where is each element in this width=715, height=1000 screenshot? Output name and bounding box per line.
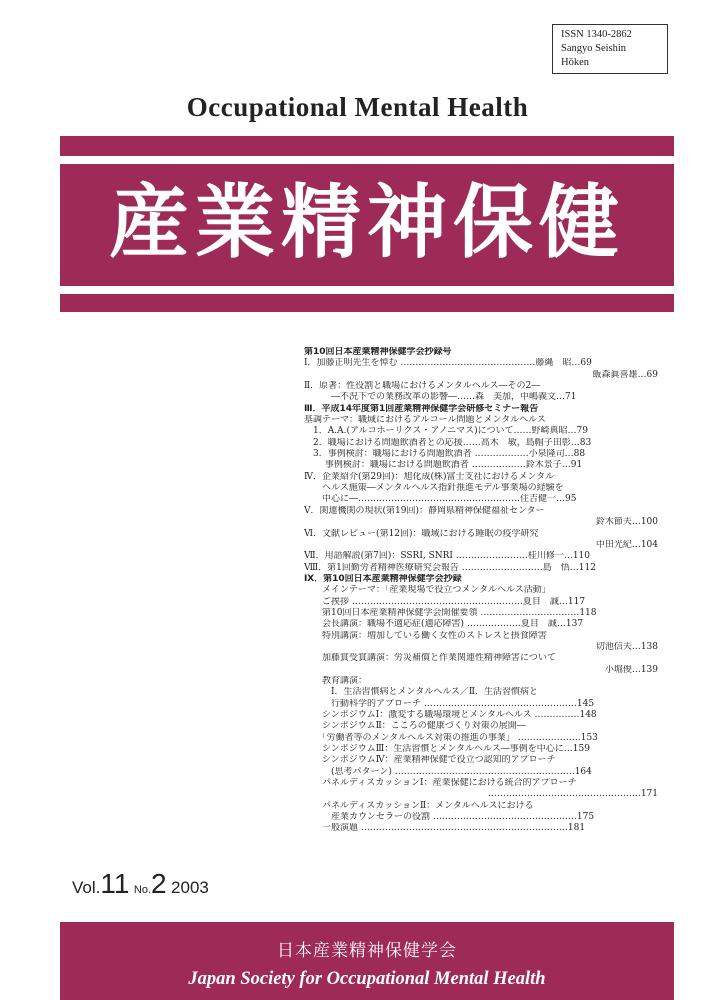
toc-entry: Ⅶ．用語解説(第7回)：SSRI, SNRI ……………………桂川修一…110 [304, 551, 591, 562]
publisher-name-japanese: 日本産業精神保健学会 [277, 941, 457, 961]
toc-entry: 切池信夫…138 [595, 641, 658, 652]
toc-entry: Ⅵ．文献レビュー(第12回)：職域における睡眠の疫学研究 [304, 528, 539, 539]
issn-box [552, 24, 668, 74]
toc-entry: パネルディスカッションⅡ：メンタルヘルスにおける [304, 800, 534, 811]
issn-line: Sangyo Seishin [561, 43, 627, 54]
toc-entry: Ⅸ．第10回日本産業精神保健学会抄録 [304, 573, 462, 584]
toc-entry: 飯森眞喜雄…69 [592, 369, 658, 380]
publisher-name-english: Japan Society for Occupational Mental Health [188, 969, 546, 989]
no-label: No. [133, 884, 152, 896]
toc-entry: 中心に―………………………………………………住吉健一…95 [304, 494, 577, 505]
issn-line: Hōken [561, 57, 589, 68]
journal-title-japanese: 産業精神保健 [109, 176, 625, 269]
toc-entry: シンポジウムⅢ：生活習慣とメンタルヘルス―事例を中心に…159 [304, 744, 590, 755]
toc-entry: 特別講演：増加している働く女性のストレスと摂食障害 [304, 630, 547, 641]
toc-entry: 産業カウンセラーの役割 …………………………………………175 [304, 812, 595, 823]
toc-entry: 一般演題 ……………………………………………………………181 [304, 823, 586, 834]
toc-entry: 基調テーマ：職域におけるアルコール問題とメンタルヘルス [304, 415, 546, 426]
vol-number: 11 [100, 868, 130, 899]
toc-entry: シンポジウムⅣ：産業精神保健で役立つ認知的アプローチ [304, 755, 556, 766]
toc-entry: 1．A.A.(アルコホーリクス・アノニマス)について……野崎典昭…79 [304, 426, 588, 437]
toc-entry: Ⅳ．企業紹介(第29回)：旭化成(株)富士支社におけるメンタル [304, 471, 555, 482]
toc-entry: 事例検討：職場における問題飲酒者 ………………鈴木景子…91 [304, 460, 583, 471]
toc-entry: 2．職場における問題飲酒者との応援……高木 敏，島帽子田彰…83 [304, 437, 592, 448]
toc-entry: 鈴木節夫…100 [595, 517, 658, 528]
toc-entry: ヘルス施策―メンタルヘルス指針推進モデル事業場の経験を [304, 483, 564, 494]
toc-entry: Ⅱ．原著：性役割と職場におけるメンタルヘルス―その2― [304, 381, 541, 392]
toc-entry: 3．事例検討：職場における問題飲酒者 ………………小泉隆司…88 [304, 449, 586, 460]
toc-entry: シンポジウムⅡ：こころの健康づくり対策の展開― [304, 721, 526, 732]
toc-entry: 加藤賞受賞講演：労災補償と作業関連性精神障害について [304, 653, 556, 664]
toc-entry: 教育講演： [304, 675, 368, 686]
toc-entry: Ⅲ．平成14年度第1回産業精神保健学会研修セミナー報告 [304, 403, 539, 414]
journal-title-english: Occupational Mental Health [186, 92, 529, 122]
band-stripe-top [60, 156, 674, 164]
toc-entry: ……………………………………………171 [487, 789, 658, 800]
band-stripe-bottom [60, 286, 674, 294]
toc-entry: ―不況下での業務改革の影響―……森 美加，中嶋義文…71 [304, 392, 577, 403]
vol-label: Vol. [72, 878, 101, 897]
year: 2003 [171, 878, 209, 897]
toc-entry: 小堀俊…139 [604, 664, 658, 675]
table-of-contents [304, 347, 658, 835]
toc-entry: Ⅰ．生活習慣病とメンタルヘルス／Ⅱ．生活習慣病と [304, 687, 539, 698]
toc-entry: 第10回日本産業精神保健学会開催要領 ……………………………118 [304, 607, 597, 618]
toc-entry: パネルディスカッションⅠ：産業保健における統合的アプローチ [304, 778, 577, 789]
toc-entry: 「労働者等のメンタルヘルス対策の推進の事業」 …………………153 [304, 732, 598, 743]
issue-number: 2 [151, 868, 167, 899]
toc-entry: Ⅰ．加藤正明先生を悼む ………………………………………藤縄 昭…69 [304, 358, 592, 369]
issn-line: ISSN 1340-2862 [561, 29, 632, 40]
volume-info [72, 868, 209, 900]
toc-entry: Ⅷ．第1回勤労者精神医療研究会報告 ………………………島 悟…112 [304, 562, 596, 573]
toc-entry: 行動科学的アプローチ ……………………………………………145 [304, 698, 595, 709]
toc-entry: シンポジウムⅠ：激変する職場環境とメンタルヘルス ……………148 [304, 710, 597, 720]
toc-entry: Ⅴ．関連機関の現状(第19回)：静岡県精神保健福祉センター [304, 505, 545, 516]
toc-entry: 第10回日本産業精神保健学会抄録号 [304, 347, 452, 357]
toc-entry: 会長講演：職場不適応症(適応障害) ………………夏目 誠…137 [304, 619, 584, 630]
toc-entry: ご挨拶 …………………………………………………夏目 誠…117 [304, 596, 586, 607]
toc-entry: (思考パターン) ……………………………………………………164 [304, 766, 592, 777]
toc-entry: メインテーマ：「産業現場で役立つメンタルヘルス活動」 [304, 585, 551, 596]
toc-entry: 中田光紀…104 [595, 539, 658, 550]
publisher-footer [60, 922, 674, 1000]
